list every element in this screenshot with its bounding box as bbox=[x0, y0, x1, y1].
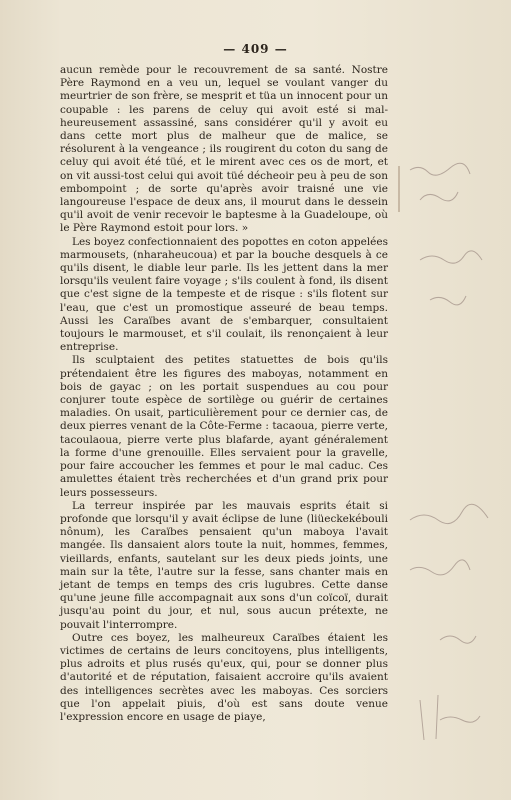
paragraph-5: Outre ces boyez, les malheureux Caraïbes étaient les victimes de certains de leurs concitoyens, plus intelligents, plus adroits et plus rusés qu'eux, qui, pour se donner plus d'autorité et de réputation, faisaient accroire qu'ils avaient des intelligences secrètes avec les maboyas. Ces sorciers que l'on appelait piuis, d'où est sans doute venue l'expression encore en usage de piaye, bbox=[60, 631, 388, 723]
paragraph-3: Ils sculptaient des petites statuettes de bois qu'ils prétendaient être les figures des maboyas, notamment en bois de gayac ; on les portait suspendues au cou pour conjurer toute espèce de sortilège ou guérir de certaines maladies. On usait, particulièrement pour ce dernier cas, de deux pierres venant de la Côte-Ferme : tacaoua, pierre verte, tacoulaoua, pierre verte plus blafarde, ayant généralement la forme d'une grenouille. Elles servaient pour la gravelle, pour faire accoucher les femmes et pour le mal caduc. Ces amulettes étaient très recherchées et d'un grand prix pour leurs possesseurs. bbox=[60, 354, 388, 499]
page-number: — 409 — bbox=[223, 42, 288, 56]
paragraph-4: La terreur inspirée par les mauvais esprits était si profonde que lorsqu'il y avait éclipse de lune (liüeckekébouli nônum), les Caraïbes pensaient qu'un maboya l'avait mangée. Ils dansaient alors toute la nuit, hommes, femmes, vieillards, enfants, sautelant sur les deux pieds joints, une main sur la tête, l'autre sur la fesse, sans chanter mais en jetant de temps en temps des cris lugubres. Cette danse qu'une jeune fille accompagnait aux sons d'un coïcoï, durait jusqu'au point du jour, et nul, sous aucun prétexte, ne pouvait l'interrompre. bbox=[60, 499, 388, 631]
margin-mark bbox=[398, 166, 400, 212]
paragraph-1: aucun remède pour le recouvrement de sa santé. Nostre Père Raymond en a veu un, lequel se voulant vanger du meurtrier de son frère, se mesprit et tüa un innocent pour un coupable : les parens de celuy qui avoit esté si mal-heureusement assassiné, sans considérer qu'il y avoit eu dans cette mort plus de malheur que de malice, se résolurent à la vengeance ; ils rougirent du coton du sang de celuy qui avoit été tüé, et le mirent avec ces os de mort, et on vit aussi-tost celui qui avoit tüé décheoir peu à peu de son embompoint ; de sorte qu'après avoir traisné une vie langoureuse l'espace de deux ans, il mourut dans le dessein qu'il avoit de venir recevoir le baptesme à la Guadeloupe, où le Père Raymond estoit pour lors. » bbox=[60, 64, 388, 235]
paragraph-2: Les boyez confectionnaient des popottes en coton appelées marmousets, (nharaheucoua) et par la bouche desquels à ce qu'ils disent, le diable leur parle. Ils les jettent dans la mer lorsqu'ils veulent faire voyage ; s'ils coulent à fond, ils disent que c'est signe de la tempeste et de risque : s'ils flotent sur l'eau, que c'est un promostique asseuré de beau temps. Aussi les Caraïbes avant de s'embarquer, consultaient toujours le marmouset, et s'il coulait, ils renonçaient à leur entreprise. bbox=[60, 235, 388, 354]
body-text bbox=[60, 64, 388, 724]
